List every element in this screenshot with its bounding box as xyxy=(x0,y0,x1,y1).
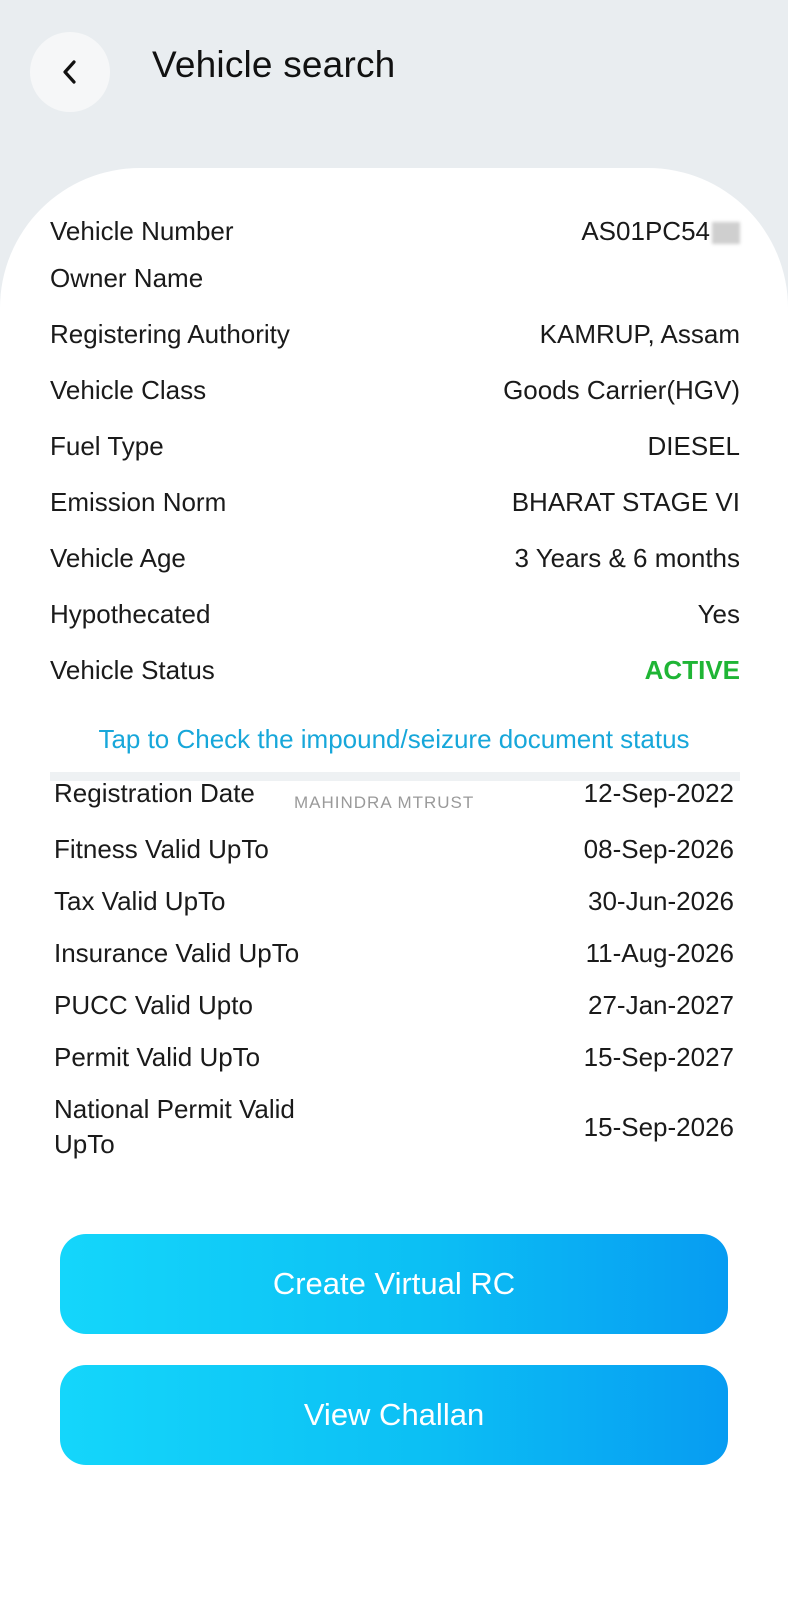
chevron-left-icon xyxy=(59,57,81,87)
vehicle-number-row xyxy=(50,216,740,247)
info-label: Vehicle Age xyxy=(50,543,186,573)
validity-label: National Permit Valid UpTo xyxy=(54,1094,295,1159)
validity-value: 08-Sep-2026 xyxy=(583,834,734,864)
info-row xyxy=(50,487,740,518)
info-label: Hypothecated xyxy=(50,599,211,629)
vehicle-number-label: Vehicle Number xyxy=(50,216,234,246)
info-row xyxy=(50,543,740,574)
info-label: Fuel Type xyxy=(50,431,164,461)
validity-row xyxy=(54,936,734,971)
view-challan-button[interactable]: View Challan xyxy=(60,1365,728,1465)
back-button[interactable] xyxy=(30,32,110,112)
info-value: Yes xyxy=(697,599,740,629)
info-value: BHARAT STAGE VI xyxy=(511,487,740,517)
redacted-block xyxy=(712,222,740,244)
validity-value: 30-Jun-2026 xyxy=(588,886,734,916)
info-value: Goods Carrier(HGV) xyxy=(503,375,740,405)
validity-row xyxy=(54,776,734,811)
status-badge: ACTIVE xyxy=(644,655,740,685)
info-row xyxy=(50,431,740,462)
page-title: Vehicle search xyxy=(152,44,396,85)
info-label: Vehicle Class xyxy=(50,375,207,405)
validity-row xyxy=(54,988,734,1023)
info-value: DIESEL xyxy=(647,431,740,461)
info-value: KAMRUP, Assam xyxy=(539,319,740,349)
info-label: Emission Norm xyxy=(50,487,227,517)
validity-row xyxy=(54,1092,734,1162)
validity-row xyxy=(54,1040,734,1075)
vehicle-status-row xyxy=(50,655,740,686)
watermark: MAHINDRA MTRUST xyxy=(294,793,475,812)
validity-value: 15-Sep-2026 xyxy=(583,1111,734,1142)
vehicle-status-label: Vehicle Status xyxy=(50,655,215,685)
validity-label: Insurance Valid UpTo xyxy=(54,938,300,968)
owner-name-label: Owner Name xyxy=(50,263,204,293)
info-label: Registering Authority xyxy=(50,319,290,349)
info-value: 3 Years & 6 months xyxy=(514,543,740,573)
info-row xyxy=(50,599,740,630)
impound-status-link[interactable]: Tap to Check the impound/seizure document status xyxy=(98,724,690,754)
validity-label: PUCC Valid Upto xyxy=(54,990,253,1020)
owner-name-row xyxy=(50,263,740,294)
validity-value: 12-Sep-2022 xyxy=(583,778,734,808)
validity-label: Fitness Valid UpTo xyxy=(54,834,269,864)
validity-value: 27-Jan-2027 xyxy=(588,990,734,1020)
validity-label: Permit Valid UpTo xyxy=(54,1042,261,1072)
app-header xyxy=(0,0,788,170)
validity-row xyxy=(54,884,734,919)
validity-label: Registration Date xyxy=(54,778,255,808)
info-row xyxy=(50,375,740,406)
info-row xyxy=(50,319,740,350)
vehicle-number-value: AS01PC54 xyxy=(581,216,710,246)
validity-row xyxy=(54,832,734,867)
validity-label: Tax Valid UpTo xyxy=(54,886,226,916)
validity-value: 11-Aug-2026 xyxy=(585,938,734,968)
validity-value: 15-Sep-2027 xyxy=(583,1042,734,1072)
create-virtual-rc-button[interactable]: Create Virtual RC xyxy=(60,1234,728,1334)
